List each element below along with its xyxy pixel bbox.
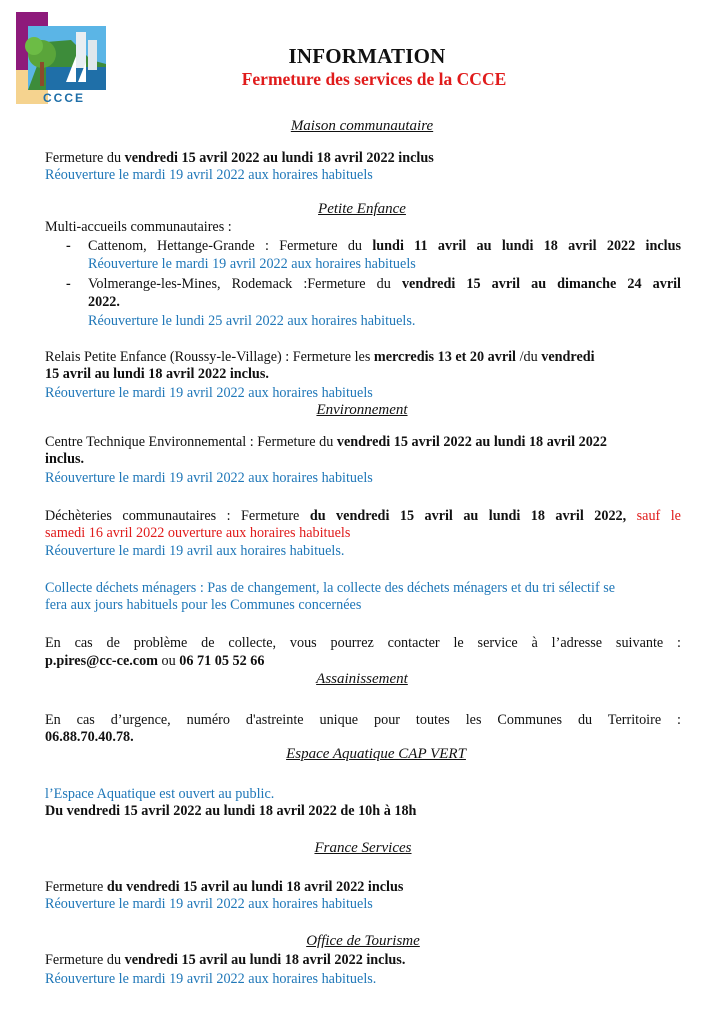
multi-accueil-item-cattenom: Cattenom, Hettange-Grande : Fermeture du lundi 11 avril au lundi 18 avril 2022 inclus [88,238,682,254]
svg-text:CCCE: CCCE [42,91,86,104]
cte-closure: Centre Technique Environnemental : Fermeture du vendredi 15 avril 2022 au lundi 18 avril 2022 [45,434,607,450]
page-title: INFORMATION [288,44,446,68]
collecte-info-1: Collecte déchets ménagers : Pas de changement, la collecte des déchets ménagers et du tri sélectif se [45,580,616,596]
cte-reopen: Réouverture le mardi 19 avril 2022 aux horaires habituels [45,470,373,486]
decheteries-exception: samedi 16 avril 2022 ouverture aux horaires habituels [45,525,351,541]
cte-closure-cont: inclus. [45,451,85,467]
tourisme-reopen: Réouverture le mardi 19 avril 2022 aux horaires habituels. [45,971,377,987]
collecte-contact-details: p.pires@cc-ce.com ou 06 71 05 52 66 [45,653,265,669]
france-services-reopen: Réouverture le mardi 19 avril 2022 aux horaires habituels [45,896,373,912]
assainissement-urgence: En cas d’urgence, numéro d'astreinte unique pour toutes les Communes du Territoire : [45,712,681,728]
assainissement-phone: 06.88.70.40.78. [45,729,134,745]
heading-maison-communautaire: Maison communautaire [290,118,434,134]
heading-office-tourisme: Office de Tourisme [306,933,420,949]
aquatique-open: l’Espace Aquatique est ouvert au public. [45,786,275,802]
cattenom-reopen: Réouverture le mardi 19 avril 2022 aux horaires habituels [88,256,416,272]
volmerange-year: 2022. [88,294,120,310]
volmerange-reopen: Réouverture le lundi 25 avril 2022 aux horaires habituels. [88,313,416,329]
multi-accueil-item-volmerange: Volmerange-les-Mines, Rodemack :Fermeture du vendredi 15 avril au dimanche 24 avril [88,276,681,292]
decheteries-reopen: Réouverture le mardi 19 avril aux horaires habituels. [45,543,345,559]
bullet-dash: - [66,238,71,254]
bullet-dash: - [66,276,71,292]
maison-reopen: Réouverture le mardi 19 avril 2022 aux horaires habituels [45,167,373,183]
decheteries-closure: Déchèteries communautaires : Fermeture du vendredi 15 avril au lundi 18 avril 2022, sauf le [45,508,681,524]
heading-france-services: France Services [314,840,412,856]
multi-accueils-intro: Multi-accueils communautaires : [45,219,232,235]
collecte-info-2: fera aux jours habituels pour les Communes concernées [45,597,362,613]
contact-email-link[interactable]: p.pires@cc-ce.com [45,653,158,669]
relais-reopen: Réouverture le mardi 19 avril 2022 aux horaires habituels [45,385,373,401]
heading-petite-enfance: Petite Enfance [318,201,406,217]
relais-closure: Relais Petite Enfance (Roussy-le-Village) : Fermeture les mercredis 13 et 20 avril /du vendredi [45,349,595,365]
heading-assainissement: Assainissement [316,671,408,687]
maison-closure: Fermeture du vendredi 15 avril 2022 au lundi 18 avril 2022 inclus [45,150,434,166]
aquatique-hours: Du vendredi 15 avril 2022 au lundi 18 avril 2022 de 10h à 18h [45,803,417,819]
collecte-contact: En cas de problème de collecte, vous pourrez contacter le service à l’adresse suivante : [45,635,681,651]
heading-espace-aquatique: Espace Aquatique CAP VERT [286,746,466,762]
france-services-closure: Fermeture du vendredi 15 avril au lundi 18 avril 2022 inclus [45,879,404,895]
relais-closure-cont: 15 avril au lundi 18 avril 2022 inclus. [45,366,269,382]
page-subtitle: Fermeture des services de la CCCE [241,69,507,89]
contact-phone: 06 71 05 52 66 [179,653,265,669]
heading-environnement: Environnement [316,402,408,418]
tourisme-closure: Fermeture du vendredi 15 avril au lundi 18 avril 2022 inclus. [45,952,406,968]
